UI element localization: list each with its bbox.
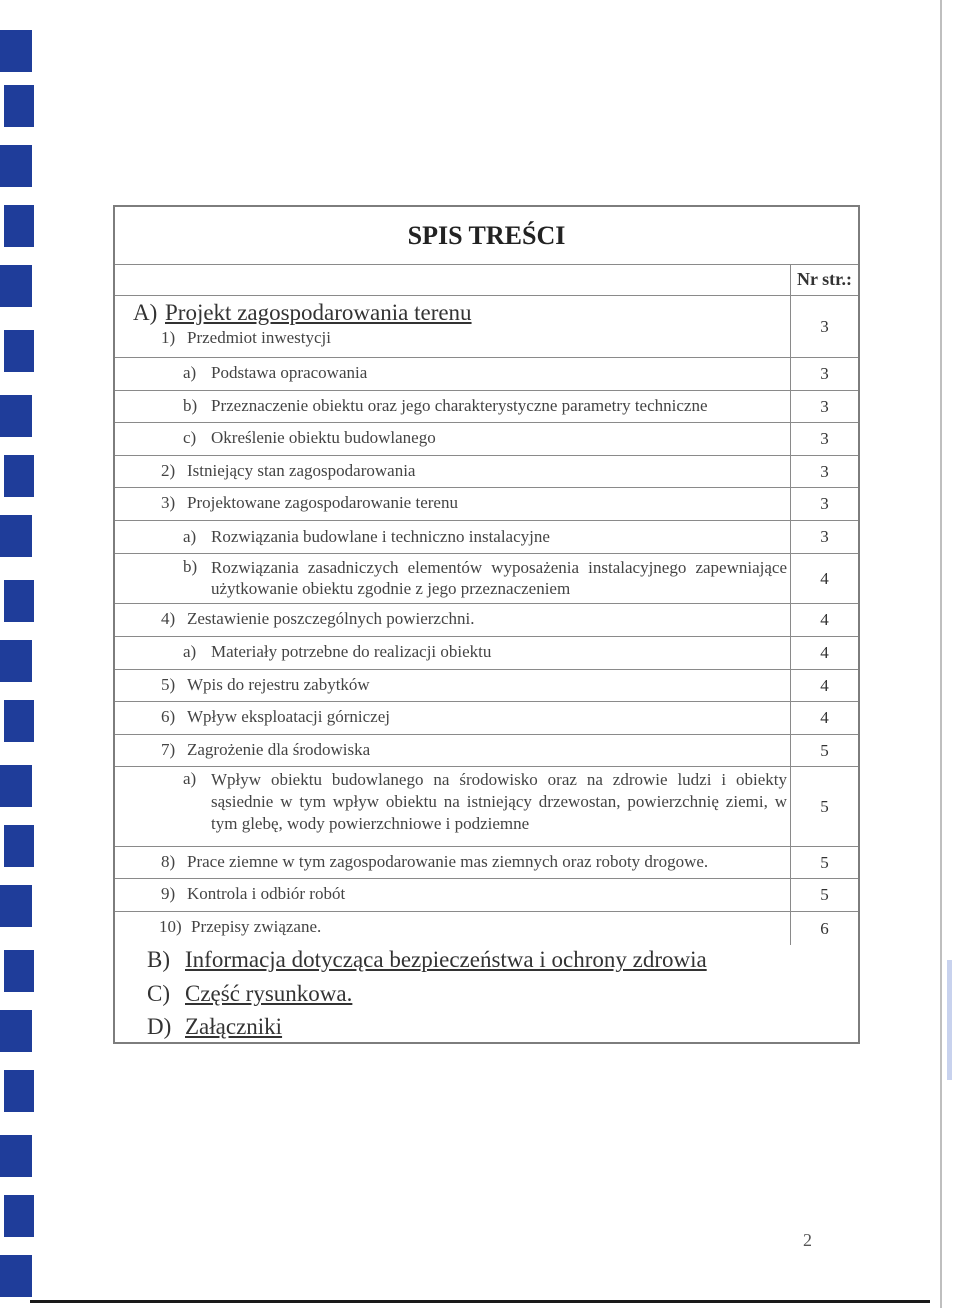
entry-page: 3 bbox=[820, 494, 829, 513]
entry-label: 5) bbox=[161, 675, 176, 694]
entry-text: Podstawa opracowania bbox=[211, 363, 368, 382]
entry-label: c) bbox=[183, 428, 197, 447]
binding-hole bbox=[0, 145, 32, 187]
section-d-heading: Załączniki bbox=[185, 1014, 283, 1039]
entry-text: Przedmiot inwestycji bbox=[187, 328, 332, 347]
entry-page: 3 bbox=[820, 527, 829, 546]
page-column-header: Nr str.: bbox=[797, 269, 852, 289]
section-b-prefix: B) bbox=[147, 947, 170, 972]
entry-page: 3 bbox=[820, 429, 829, 448]
entry-label: 9) bbox=[161, 884, 176, 903]
toc-row bbox=[115, 670, 858, 702]
toc-row bbox=[115, 554, 858, 604]
entry-page: 3 bbox=[820, 396, 829, 416]
toc-row bbox=[115, 521, 858, 554]
binding-hole bbox=[0, 515, 32, 557]
entry-text: Prace ziemne w tym zagospodarowanie mas ziemnych oraz roboty drogowe. bbox=[187, 852, 709, 871]
toc-row bbox=[115, 767, 858, 847]
binding-hole bbox=[0, 1135, 32, 1177]
binding-hole bbox=[4, 700, 34, 742]
entry-page: 4 bbox=[820, 568, 829, 588]
entry-text: Zestawienie poszczególnych powierzchni. bbox=[187, 609, 475, 628]
toc-title: SPIS TREŚCI bbox=[115, 207, 858, 265]
toc-row bbox=[115, 488, 858, 521]
entry-page: 3 bbox=[820, 364, 829, 383]
entry-text: Przepisy związane. bbox=[191, 917, 322, 936]
toc-row bbox=[115, 879, 858, 912]
entry-label: b) bbox=[183, 396, 198, 415]
binding-hole bbox=[0, 885, 32, 927]
binding-hole bbox=[4, 1195, 34, 1237]
entry-label: 2) bbox=[161, 461, 176, 480]
toc-row bbox=[115, 423, 858, 456]
section-d-prefix: D) bbox=[147, 1014, 172, 1039]
entry-text: Przeznaczenie obiektu oraz jego charakterystyczne parametry techniczne bbox=[211, 396, 708, 415]
page-column-divider bbox=[790, 264, 791, 945]
entry-page: 4 bbox=[820, 610, 829, 629]
entry-text: Istniejący stan zagospodarowania bbox=[187, 461, 416, 480]
section-c-prefix: C) bbox=[147, 981, 170, 1006]
page-number: 2 bbox=[803, 1230, 812, 1250]
toc-row bbox=[115, 358, 858, 391]
binding-hole bbox=[4, 1070, 34, 1112]
binding-hole bbox=[0, 265, 32, 307]
binding-hole bbox=[4, 205, 34, 247]
binding-hole bbox=[0, 1255, 32, 1297]
binding-hole bbox=[0, 395, 32, 437]
entry-text: Określenie obiektu budowlanego bbox=[211, 428, 436, 447]
entry-label: 8) bbox=[161, 852, 176, 871]
toc-row bbox=[115, 912, 858, 945]
entry-label: a) bbox=[183, 642, 197, 661]
binding-holes bbox=[0, 0, 40, 1308]
page-edge bbox=[940, 0, 942, 1308]
entry-text: Wpływ eksploatacji górniczej bbox=[187, 707, 390, 726]
section-c-heading: Część rysunkowa. bbox=[185, 981, 353, 1006]
binding-hole bbox=[4, 455, 34, 497]
entry-label: 7) bbox=[161, 740, 176, 759]
entry-label: b) bbox=[183, 557, 198, 576]
page-edge-mark bbox=[947, 960, 952, 1080]
binding-hole bbox=[4, 330, 34, 372]
section-a-prefix: A) bbox=[133, 300, 158, 325]
binding-hole bbox=[4, 950, 34, 992]
entry-text: Zagrożenie dla środowiska bbox=[187, 740, 371, 759]
bottom-rule bbox=[30, 1300, 930, 1303]
binding-hole bbox=[0, 640, 32, 682]
entry-label: 3) bbox=[161, 493, 176, 512]
entry-text: Rozwiązania zasadniczych elementów wyposażenia instalacyjnego zapewniające użytkowanie obiektu zgodnie z jego przeznaczeniem bbox=[211, 558, 787, 598]
entry-label: 1) bbox=[161, 328, 176, 347]
toc-header-row bbox=[115, 264, 858, 296]
entry-page: 4 bbox=[820, 708, 829, 727]
binding-hole bbox=[4, 825, 34, 867]
toc-row bbox=[115, 456, 858, 488]
entry-text: Wpływ obiektu budowlanego na środowisko oraz na zdrowie ludzi i obiekty sąsiednie w tym wpływ obiektu na istniejący drzewostan, powierzchnię ziemi, w tym glebę, wody powierzchniowe i podziemne bbox=[211, 770, 787, 833]
binding-hole bbox=[4, 85, 34, 127]
entry-page: 5 bbox=[820, 796, 829, 816]
toc-row bbox=[115, 604, 858, 637]
entry-label: a) bbox=[183, 769, 197, 788]
entry-label: 4) bbox=[161, 609, 176, 628]
toc-row bbox=[115, 637, 858, 670]
entry-page: 5 bbox=[820, 852, 829, 872]
entry-page: 6 bbox=[820, 918, 829, 938]
entry-label: a) bbox=[183, 363, 197, 382]
entry-label: a) bbox=[183, 527, 197, 546]
binding-hole bbox=[0, 765, 32, 807]
toc-row bbox=[115, 847, 858, 879]
entry-text: Materiały potrzebne do realizacji obiektu bbox=[211, 642, 492, 661]
toc-row bbox=[115, 702, 858, 735]
entry-page: 4 bbox=[820, 675, 829, 695]
entry-page: 5 bbox=[820, 740, 829, 760]
entry-page: 4 bbox=[820, 643, 829, 662]
entry-text: Wpis do rejestru zabytków bbox=[187, 675, 370, 694]
section-a-heading: Projekt zagospodarowania terenu bbox=[165, 300, 472, 325]
entry-text: Projektowane zagospodarowanie terenu bbox=[187, 493, 458, 512]
toc-row-section-a bbox=[115, 296, 858, 358]
entry-page: 3 bbox=[820, 316, 829, 336]
entry-page: 5 bbox=[820, 885, 829, 904]
entry-label: 6) bbox=[161, 707, 176, 726]
toc-row bbox=[115, 391, 858, 423]
entry-text: Kontrola i odbiór robót bbox=[187, 884, 346, 903]
entry-page: 3 bbox=[820, 461, 829, 481]
section-b-heading: Informacja dotycząca bezpieczeństwa i ochrony zdrowia bbox=[185, 947, 707, 972]
entry-text: Rozwiązania budowlane i techniczno instalacyjne bbox=[211, 527, 550, 546]
binding-hole bbox=[4, 580, 34, 622]
toc-row bbox=[115, 735, 858, 767]
table-of-contents bbox=[113, 205, 860, 1044]
binding-hole bbox=[0, 30, 32, 72]
binding-hole bbox=[0, 1010, 32, 1052]
entry-label: 10) bbox=[159, 917, 182, 936]
